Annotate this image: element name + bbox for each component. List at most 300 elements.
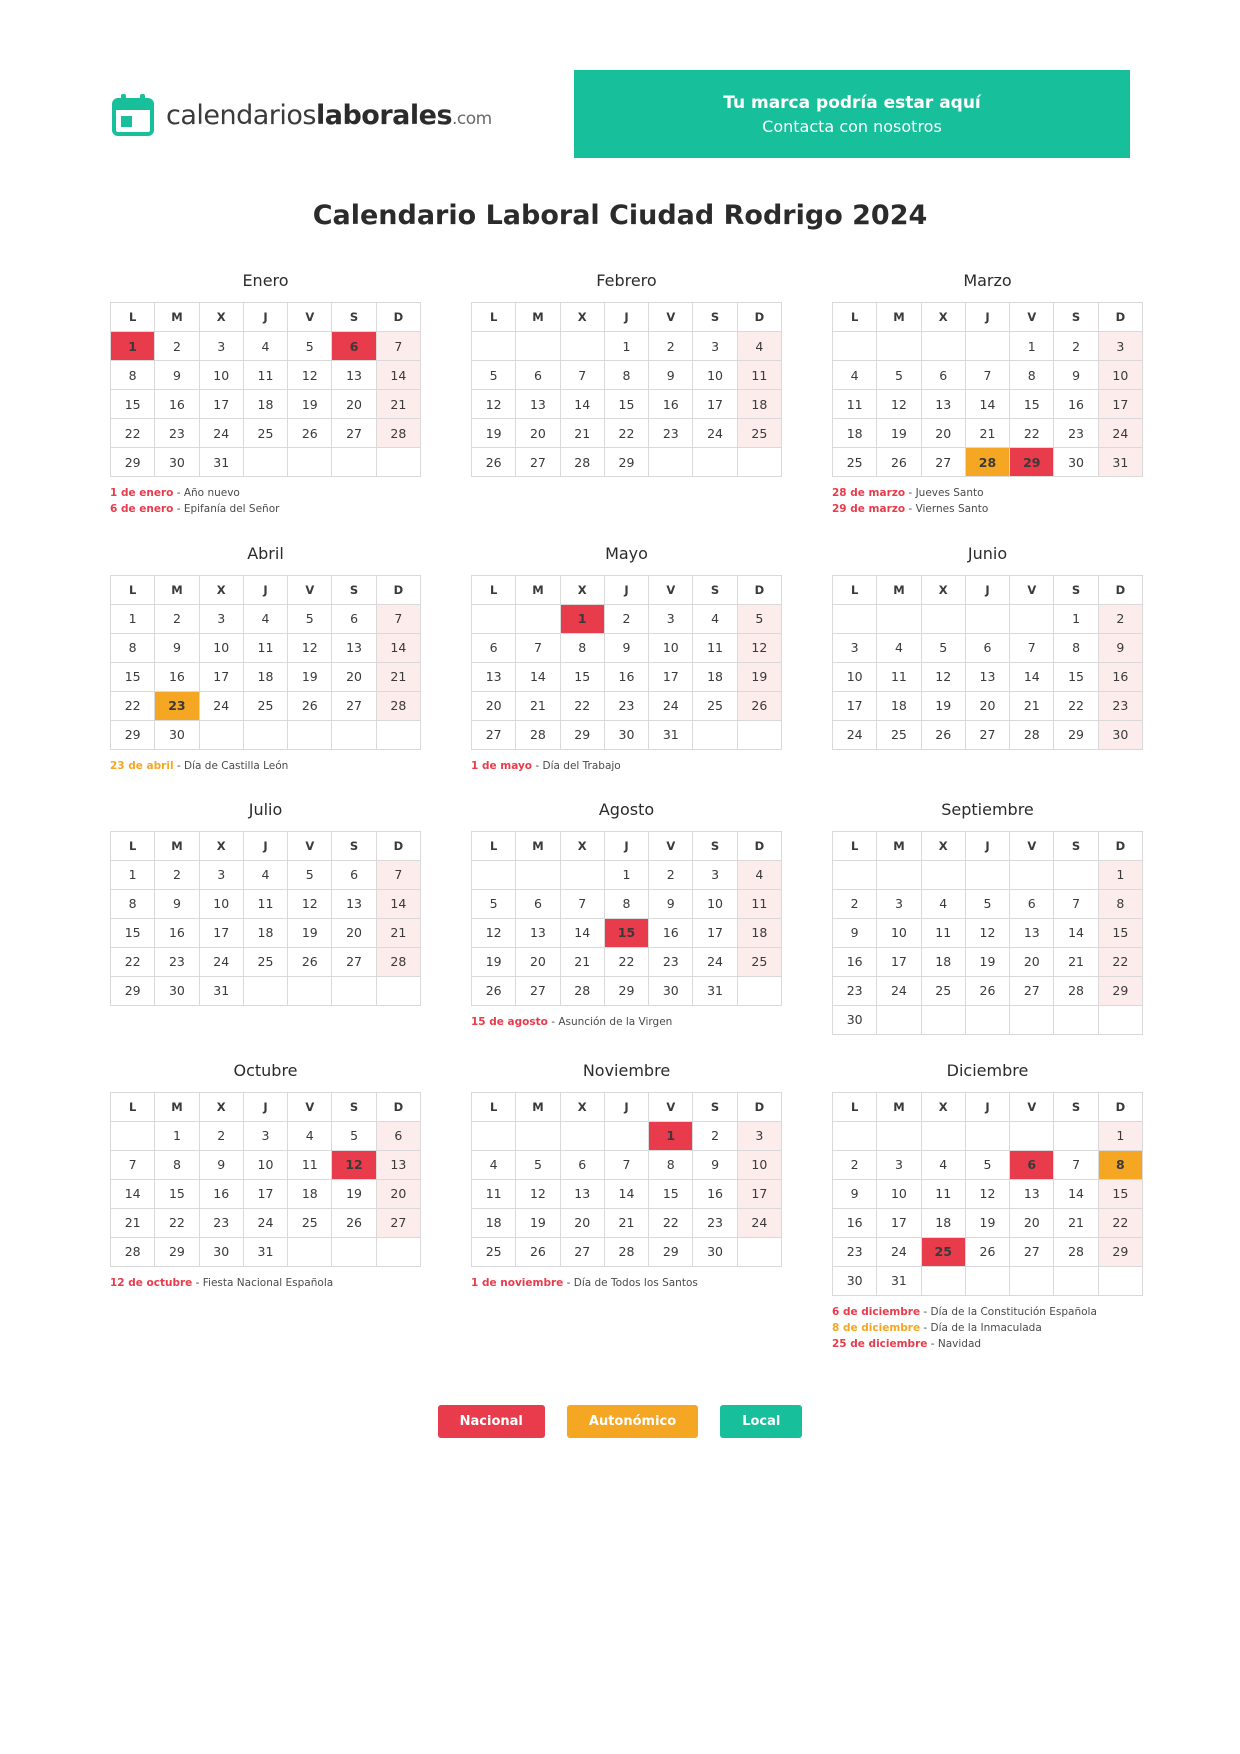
day-cell[interactable]: 26 xyxy=(288,947,332,976)
day-cell[interactable]: 16 xyxy=(649,918,693,947)
day-cell[interactable]: 4 xyxy=(243,332,287,361)
day-cell-sunday[interactable]: 25 xyxy=(737,419,781,448)
day-cell[interactable]: 20 xyxy=(1010,1208,1054,1237)
day-cell[interactable]: 3 xyxy=(693,860,737,889)
day-cell[interactable]: 30 xyxy=(155,976,199,1005)
day-cell[interactable]: 16 xyxy=(155,662,199,691)
day-cell[interactable]: 13 xyxy=(332,633,376,662)
day-cell[interactable]: 12 xyxy=(965,1179,1009,1208)
day-cell[interactable]: 24 xyxy=(877,1237,921,1266)
day-cell[interactable]: 16 xyxy=(199,1179,243,1208)
day-cell[interactable]: 31 xyxy=(199,976,243,1005)
day-cell[interactable]: 10 xyxy=(833,662,877,691)
day-cell[interactable]: 8 xyxy=(560,633,604,662)
day-cell[interactable]: 26 xyxy=(332,1208,376,1237)
day-cell[interactable]: 17 xyxy=(877,947,921,976)
day-cell[interactable]: 24 xyxy=(649,691,693,720)
day-cell[interactable]: 24 xyxy=(199,947,243,976)
day-cell[interactable]: 15 xyxy=(1010,390,1054,419)
day-cell[interactable]: 26 xyxy=(921,720,965,749)
day-cell[interactable]: 1 xyxy=(1054,604,1098,633)
day-cell[interactable]: 23 xyxy=(649,419,693,448)
day-cell-sunday[interactable]: 4 xyxy=(737,860,781,889)
day-cell[interactable]: 31 xyxy=(199,448,243,477)
day-cell[interactable]: 16 xyxy=(833,947,877,976)
day-cell-sunday[interactable]: 14 xyxy=(376,889,420,918)
day-cell[interactable]: 18 xyxy=(833,419,877,448)
day-cell[interactable]: 7 xyxy=(1054,1150,1098,1179)
day-cell[interactable]: 22 xyxy=(111,691,155,720)
day-cell[interactable]: 2 xyxy=(604,604,648,633)
day-cell[interactable]: 21 xyxy=(560,419,604,448)
day-cell[interactable]: 4 xyxy=(833,361,877,390)
day-cell[interactable]: 19 xyxy=(965,1208,1009,1237)
day-cell[interactable]: 14 xyxy=(965,390,1009,419)
day-cell-sunday[interactable]: 15 xyxy=(1098,1179,1142,1208)
day-cell[interactable]: 17 xyxy=(243,1179,287,1208)
day-cell[interactable]: 7 xyxy=(1054,889,1098,918)
day-cell[interactable]: 8 xyxy=(111,361,155,390)
day-cell[interactable]: 22 xyxy=(155,1208,199,1237)
day-cell[interactable]: 10 xyxy=(199,889,243,918)
day-cell[interactable]: 13 xyxy=(1010,918,1054,947)
day-cell[interactable]: 4 xyxy=(693,604,737,633)
day-cell[interactable]: 3 xyxy=(877,1150,921,1179)
day-cell[interactable]: 30 xyxy=(833,1005,877,1034)
day-cell[interactable]: 19 xyxy=(472,419,516,448)
day-cell[interactable]: 10 xyxy=(693,361,737,390)
day-cell[interactable]: 31 xyxy=(649,720,693,749)
day-cell[interactable]: 28 xyxy=(1054,1237,1098,1266)
day-cell-sunday[interactable]: 22 xyxy=(1098,1208,1142,1237)
day-cell[interactable]: 5 xyxy=(965,889,1009,918)
day-cell[interactable]: 4 xyxy=(243,604,287,633)
day-cell-sunday[interactable]: 10 xyxy=(1098,361,1142,390)
day-cell[interactable]: 27 xyxy=(332,419,376,448)
day-cell[interactable]: 25 xyxy=(288,1208,332,1237)
day-cell[interactable]: 11 xyxy=(243,889,287,918)
day-cell[interactable]: 26 xyxy=(288,419,332,448)
day-cell[interactable]: 6 xyxy=(332,604,376,633)
day-cell[interactable]: 5 xyxy=(965,1150,1009,1179)
day-cell[interactable]: 10 xyxy=(243,1150,287,1179)
day-cell[interactable]: 13 xyxy=(332,889,376,918)
day-cell[interactable]: 25 xyxy=(833,448,877,477)
day-cell[interactable]: 2 xyxy=(155,332,199,361)
day-cell[interactable]: 30 xyxy=(199,1237,243,1266)
day-cell[interactable]: 16 xyxy=(649,390,693,419)
day-cell[interactable]: 26 xyxy=(472,448,516,477)
day-cell[interactable]: 1 xyxy=(604,332,648,361)
day-cell-sunday[interactable]: 8 xyxy=(1098,889,1142,918)
day-cell[interactable]: 6 xyxy=(560,1150,604,1179)
day-cell[interactable]: 21 xyxy=(1054,947,1098,976)
day-cell[interactable]: 16 xyxy=(833,1208,877,1237)
day-cell[interactable]: 2 xyxy=(1054,332,1098,361)
day-cell[interactable]: 6 xyxy=(472,633,516,662)
day-cell[interactable]: 7 xyxy=(560,889,604,918)
day-cell[interactable]: 26 xyxy=(965,976,1009,1005)
day-cell-sunday[interactable]: 2 xyxy=(1098,604,1142,633)
day-cell[interactable]: 22 xyxy=(111,419,155,448)
day-cell[interactable]: 15 xyxy=(111,918,155,947)
day-cell[interactable]: 19 xyxy=(332,1179,376,1208)
day-cell[interactable]: 27 xyxy=(332,691,376,720)
day-cell-sunday[interactable]: 12 xyxy=(737,633,781,662)
day-cell[interactable]: 10 xyxy=(877,918,921,947)
day-cell[interactable]: 2 xyxy=(155,860,199,889)
day-cell[interactable]: 29 xyxy=(155,1237,199,1266)
day-cell[interactable]: 12 xyxy=(288,361,332,390)
legend-chip-nac[interactable]: Nacional xyxy=(438,1405,545,1438)
day-cell[interactable]: 3 xyxy=(693,332,737,361)
day-cell[interactable]: 11 xyxy=(921,1179,965,1208)
day-cell[interactable]: 28 xyxy=(1010,720,1054,749)
day-cell[interactable]: 3 xyxy=(649,604,693,633)
day-cell[interactable]: 13 xyxy=(472,662,516,691)
day-cell[interactable]: 3 xyxy=(199,332,243,361)
day-cell[interactable]: 6 xyxy=(921,361,965,390)
day-cell[interactable]: 24 xyxy=(693,419,737,448)
day-cell-holiday-nac[interactable]: 6 xyxy=(332,332,376,361)
day-cell[interactable]: 25 xyxy=(243,691,287,720)
day-cell[interactable]: 24 xyxy=(833,720,877,749)
day-cell-holiday-nac[interactable]: 29 xyxy=(1010,448,1054,477)
day-cell[interactable]: 15 xyxy=(649,1179,693,1208)
day-cell[interactable]: 8 xyxy=(604,889,648,918)
day-cell[interactable]: 17 xyxy=(693,390,737,419)
day-cell[interactable]: 20 xyxy=(332,918,376,947)
legend-chip-local[interactable]: Local xyxy=(720,1405,802,1438)
day-cell[interactable]: 16 xyxy=(1054,390,1098,419)
day-cell[interactable]: 29 xyxy=(1054,720,1098,749)
day-cell-sunday[interactable]: 16 xyxy=(1098,662,1142,691)
day-cell[interactable]: 27 xyxy=(1010,1237,1054,1266)
day-cell[interactable]: 4 xyxy=(288,1121,332,1150)
day-cell-sunday[interactable]: 20 xyxy=(376,1179,420,1208)
day-cell[interactable]: 27 xyxy=(965,720,1009,749)
day-cell[interactable]: 25 xyxy=(921,976,965,1005)
day-cell[interactable]: 29 xyxy=(604,448,648,477)
day-cell[interactable]: 9 xyxy=(649,361,693,390)
day-cell[interactable]: 30 xyxy=(604,720,648,749)
day-cell[interactable]: 9 xyxy=(833,1179,877,1208)
day-cell[interactable]: 21 xyxy=(560,947,604,976)
day-cell[interactable]: 1 xyxy=(155,1121,199,1150)
day-cell[interactable]: 12 xyxy=(288,633,332,662)
day-cell-sunday[interactable]: 28 xyxy=(376,691,420,720)
day-cell[interactable]: 14 xyxy=(560,390,604,419)
day-cell[interactable]: 15 xyxy=(604,390,648,419)
day-cell[interactable]: 25 xyxy=(243,947,287,976)
day-cell-sunday[interactable]: 11 xyxy=(737,361,781,390)
day-cell[interactable]: 19 xyxy=(472,947,516,976)
day-cell[interactable]: 26 xyxy=(877,448,921,477)
day-cell[interactable]: 20 xyxy=(921,419,965,448)
day-cell[interactable]: 8 xyxy=(111,889,155,918)
day-cell[interactable]: 24 xyxy=(199,419,243,448)
day-cell[interactable]: 14 xyxy=(1054,918,1098,947)
day-cell[interactable]: 23 xyxy=(155,419,199,448)
day-cell-sunday[interactable]: 18 xyxy=(737,390,781,419)
day-cell[interactable]: 5 xyxy=(921,633,965,662)
day-cell[interactable]: 5 xyxy=(288,860,332,889)
day-cell[interactable]: 9 xyxy=(604,633,648,662)
day-cell-holiday-nac[interactable]: 1 xyxy=(111,332,155,361)
day-cell-sunday[interactable]: 14 xyxy=(376,633,420,662)
day-cell[interactable]: 25 xyxy=(243,419,287,448)
day-cell[interactable]: 14 xyxy=(111,1179,155,1208)
day-cell-holiday-auto[interactable]: 8 xyxy=(1098,1150,1142,1179)
day-cell-sunday[interactable]: 9 xyxy=(1098,633,1142,662)
day-cell[interactable]: 10 xyxy=(649,633,693,662)
day-cell-sunday[interactable]: 10 xyxy=(737,1150,781,1179)
day-cell[interactable]: 10 xyxy=(877,1179,921,1208)
day-cell[interactable]: 12 xyxy=(965,918,1009,947)
day-cell[interactable]: 11 xyxy=(472,1179,516,1208)
day-cell[interactable]: 9 xyxy=(155,889,199,918)
day-cell[interactable]: 12 xyxy=(472,390,516,419)
day-cell[interactable]: 24 xyxy=(693,947,737,976)
day-cell[interactable]: 5 xyxy=(516,1150,560,1179)
day-cell[interactable]: 3 xyxy=(199,604,243,633)
day-cell[interactable]: 31 xyxy=(693,976,737,1005)
day-cell[interactable]: 28 xyxy=(560,448,604,477)
day-cell[interactable]: 1 xyxy=(1010,332,1054,361)
day-cell[interactable]: 19 xyxy=(516,1208,560,1237)
day-cell-sunday[interactable]: 26 xyxy=(737,691,781,720)
day-cell[interactable]: 21 xyxy=(604,1208,648,1237)
ad-banner[interactable] xyxy=(574,70,1130,158)
day-cell-sunday[interactable]: 13 xyxy=(376,1150,420,1179)
day-cell[interactable]: 20 xyxy=(472,691,516,720)
day-cell[interactable]: 26 xyxy=(965,1237,1009,1266)
day-cell[interactable]: 14 xyxy=(1010,662,1054,691)
day-cell[interactable]: 4 xyxy=(877,633,921,662)
day-cell[interactable]: 28 xyxy=(111,1237,155,1266)
day-cell[interactable]: 7 xyxy=(604,1150,648,1179)
day-cell-holiday-auto[interactable]: 28 xyxy=(965,448,1009,477)
day-cell[interactable]: 17 xyxy=(649,662,693,691)
day-cell[interactable]: 29 xyxy=(111,720,155,749)
day-cell[interactable]: 8 xyxy=(111,633,155,662)
day-cell-sunday[interactable]: 21 xyxy=(376,662,420,691)
day-cell[interactable]: 4 xyxy=(472,1150,516,1179)
day-cell[interactable]: 8 xyxy=(155,1150,199,1179)
day-cell-sunday[interactable]: 7 xyxy=(376,332,420,361)
day-cell[interactable]: 2 xyxy=(833,889,877,918)
day-cell-sunday[interactable]: 23 xyxy=(1098,691,1142,720)
day-cell[interactable]: 30 xyxy=(1054,448,1098,477)
day-cell[interactable]: 3 xyxy=(877,889,921,918)
day-cell[interactable]: 30 xyxy=(693,1237,737,1266)
day-cell[interactable]: 5 xyxy=(288,332,332,361)
day-cell[interactable]: 7 xyxy=(1010,633,1054,662)
day-cell-sunday[interactable]: 3 xyxy=(737,1121,781,1150)
day-cell[interactable]: 21 xyxy=(1054,1208,1098,1237)
day-cell[interactable]: 1 xyxy=(111,860,155,889)
day-cell[interactable]: 12 xyxy=(921,662,965,691)
day-cell[interactable]: 18 xyxy=(243,918,287,947)
day-cell-sunday[interactable]: 29 xyxy=(1098,1237,1142,1266)
day-cell-sunday[interactable]: 5 xyxy=(737,604,781,633)
day-cell[interactable]: 5 xyxy=(472,889,516,918)
day-cell[interactable]: 9 xyxy=(199,1150,243,1179)
day-cell[interactable]: 11 xyxy=(243,633,287,662)
day-cell[interactable]: 15 xyxy=(155,1179,199,1208)
day-cell-sunday[interactable]: 21 xyxy=(376,918,420,947)
day-cell[interactable]: 21 xyxy=(965,419,1009,448)
day-cell[interactable]: 11 xyxy=(693,633,737,662)
day-cell[interactable]: 22 xyxy=(604,419,648,448)
day-cell[interactable]: 7 xyxy=(560,361,604,390)
day-cell[interactable]: 12 xyxy=(877,390,921,419)
day-cell[interactable]: 20 xyxy=(560,1208,604,1237)
day-cell[interactable]: 12 xyxy=(472,918,516,947)
day-cell[interactable]: 16 xyxy=(693,1179,737,1208)
day-cell[interactable]: 9 xyxy=(1054,361,1098,390)
day-cell[interactable]: 28 xyxy=(604,1237,648,1266)
day-cell[interactable]: 3 xyxy=(243,1121,287,1150)
day-cell[interactable]: 30 xyxy=(155,720,199,749)
day-cell-sunday[interactable]: 15 xyxy=(1098,918,1142,947)
day-cell[interactable]: 14 xyxy=(516,662,560,691)
day-cell[interactable]: 17 xyxy=(199,918,243,947)
day-cell[interactable]: 20 xyxy=(1010,947,1054,976)
day-cell[interactable]: 17 xyxy=(693,918,737,947)
day-cell[interactable]: 22 xyxy=(649,1208,693,1237)
day-cell[interactable]: 19 xyxy=(288,662,332,691)
day-cell[interactable]: 22 xyxy=(560,691,604,720)
day-cell[interactable]: 30 xyxy=(155,448,199,477)
day-cell[interactable]: 18 xyxy=(243,662,287,691)
day-cell[interactable]: 13 xyxy=(560,1179,604,1208)
day-cell[interactable]: 9 xyxy=(693,1150,737,1179)
day-cell[interactable]: 23 xyxy=(833,1237,877,1266)
day-cell[interactable]: 17 xyxy=(199,390,243,419)
day-cell[interactable]: 10 xyxy=(199,633,243,662)
day-cell[interactable]: 28 xyxy=(1054,976,1098,1005)
day-cell[interactable]: 24 xyxy=(243,1208,287,1237)
day-cell[interactable]: 17 xyxy=(199,662,243,691)
day-cell[interactable]: 20 xyxy=(965,691,1009,720)
day-cell[interactable]: 18 xyxy=(693,662,737,691)
day-cell-sunday[interactable]: 3 xyxy=(1098,332,1142,361)
day-cell[interactable]: 13 xyxy=(1010,1179,1054,1208)
day-cell[interactable]: 6 xyxy=(1010,889,1054,918)
day-cell[interactable]: 24 xyxy=(199,691,243,720)
day-cell[interactable]: 17 xyxy=(833,691,877,720)
day-cell[interactable]: 7 xyxy=(965,361,1009,390)
day-cell[interactable]: 7 xyxy=(111,1150,155,1179)
day-cell[interactable]: 9 xyxy=(833,918,877,947)
day-cell[interactable]: 22 xyxy=(111,947,155,976)
day-cell-sunday[interactable]: 4 xyxy=(737,332,781,361)
day-cell[interactable]: 24 xyxy=(877,976,921,1005)
day-cell[interactable]: 11 xyxy=(877,662,921,691)
day-cell-sunday[interactable]: 24 xyxy=(737,1208,781,1237)
day-cell-holiday-nac[interactable]: 25 xyxy=(921,1237,965,1266)
day-cell-sunday[interactable]: 30 xyxy=(1098,720,1142,749)
day-cell-sunday[interactable]: 6 xyxy=(376,1121,420,1150)
day-cell[interactable]: 2 xyxy=(649,860,693,889)
day-cell-sunday[interactable]: 29 xyxy=(1098,976,1142,1005)
day-cell-sunday[interactable]: 27 xyxy=(376,1208,420,1237)
day-cell[interactable]: 23 xyxy=(604,691,648,720)
day-cell[interactable]: 18 xyxy=(921,1208,965,1237)
day-cell[interactable]: 3 xyxy=(833,633,877,662)
day-cell[interactable]: 4 xyxy=(243,860,287,889)
day-cell[interactable]: 26 xyxy=(516,1237,560,1266)
day-cell[interactable]: 9 xyxy=(155,633,199,662)
day-cell[interactable]: 11 xyxy=(921,918,965,947)
day-cell[interactable]: 18 xyxy=(921,947,965,976)
day-cell[interactable]: 14 xyxy=(560,918,604,947)
day-cell[interactable]: 18 xyxy=(877,691,921,720)
day-cell[interactable]: 22 xyxy=(1010,419,1054,448)
day-cell-sunday[interactable]: 24 xyxy=(1098,419,1142,448)
day-cell[interactable]: 29 xyxy=(560,720,604,749)
day-cell[interactable]: 2 xyxy=(693,1121,737,1150)
day-cell[interactable]: 2 xyxy=(833,1150,877,1179)
day-cell[interactable]: 13 xyxy=(516,390,560,419)
day-cell[interactable]: 26 xyxy=(288,691,332,720)
day-cell[interactable]: 25 xyxy=(693,691,737,720)
day-cell[interactable]: 5 xyxy=(877,361,921,390)
day-cell[interactable]: 20 xyxy=(516,419,560,448)
day-cell[interactable]: 23 xyxy=(693,1208,737,1237)
day-cell[interactable]: 1 xyxy=(111,604,155,633)
day-cell[interactable]: 22 xyxy=(1054,691,1098,720)
day-cell[interactable]: 11 xyxy=(833,390,877,419)
day-cell[interactable]: 27 xyxy=(560,1237,604,1266)
day-cell[interactable]: 19 xyxy=(877,419,921,448)
day-cell[interactable]: 6 xyxy=(516,889,560,918)
day-cell[interactable]: 16 xyxy=(155,390,199,419)
day-cell[interactable]: 6 xyxy=(332,860,376,889)
day-cell[interactable]: 16 xyxy=(604,662,648,691)
day-cell-sunday[interactable]: 7 xyxy=(376,604,420,633)
day-cell[interactable]: 29 xyxy=(111,976,155,1005)
day-cell[interactable]: 6 xyxy=(516,361,560,390)
day-cell[interactable]: 8 xyxy=(1054,633,1098,662)
day-cell-sunday[interactable]: 1 xyxy=(1098,860,1142,889)
day-cell[interactable]: 25 xyxy=(472,1237,516,1266)
day-cell[interactable]: 19 xyxy=(965,947,1009,976)
day-cell[interactable]: 29 xyxy=(111,448,155,477)
day-cell[interactable]: 2 xyxy=(649,332,693,361)
day-cell[interactable]: 29 xyxy=(604,976,648,1005)
day-cell[interactable]: 13 xyxy=(921,390,965,419)
day-cell[interactable]: 10 xyxy=(693,889,737,918)
day-cell[interactable]: 21 xyxy=(1010,691,1054,720)
day-cell[interactable]: 18 xyxy=(288,1179,332,1208)
day-cell[interactable]: 30 xyxy=(833,1266,877,1295)
day-cell[interactable]: 31 xyxy=(243,1237,287,1266)
day-cell-sunday[interactable]: 31 xyxy=(1098,448,1142,477)
day-cell[interactable]: 27 xyxy=(516,976,560,1005)
day-cell[interactable]: 6 xyxy=(965,633,1009,662)
day-cell[interactable]: 15 xyxy=(1054,662,1098,691)
day-cell[interactable]: 16 xyxy=(155,918,199,947)
day-cell[interactable]: 25 xyxy=(877,720,921,749)
day-cell[interactable]: 3 xyxy=(199,860,243,889)
day-cell[interactable]: 15 xyxy=(111,662,155,691)
day-cell[interactable]: 5 xyxy=(288,604,332,633)
day-cell-sunday[interactable]: 18 xyxy=(737,918,781,947)
day-cell[interactable]: 22 xyxy=(604,947,648,976)
day-cell[interactable]: 27 xyxy=(332,947,376,976)
